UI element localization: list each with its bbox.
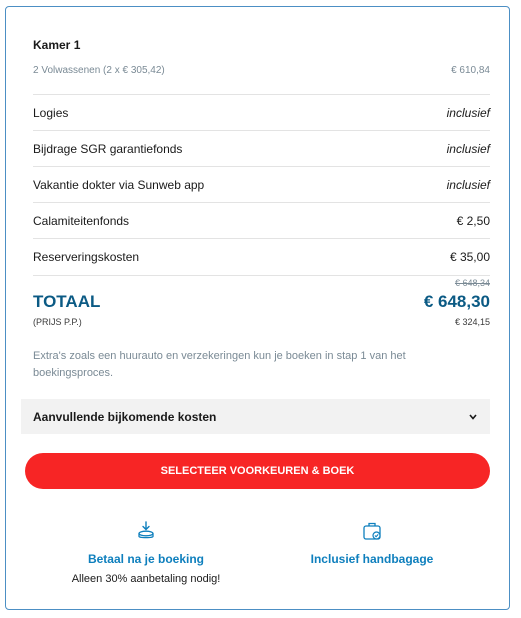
room-subtotal: € 610,84 [451,65,490,76]
price-line-label: Reserveringskosten [33,250,140,264]
per-person-amount: € 324,15 [454,317,490,327]
per-person-label: (PRIJS P.P.) [33,317,82,327]
price-line-label: Vakantie dokter via Sunweb app [33,178,205,192]
usp-title: Inclusief handbagage [310,552,434,566]
room-title: Kamer 1 [33,38,81,52]
price-line-label: Logies [33,106,69,120]
old-total-price: € 648,34 [454,278,490,288]
usp-title: Betaal na je boeking [87,552,205,566]
total-label: TOTAAL [33,292,101,311]
price-line-value: inclusief [446,142,490,156]
accordion-label: Aanvullende bijkomende kosten [33,409,217,424]
price-line [33,130,490,167]
price-line [33,166,490,203]
price-line-value: inclusief [446,106,490,120]
price-line [33,202,490,239]
price-summary-card [5,6,510,610]
price-line-value: inclusief [446,178,490,192]
price-line [33,238,490,276]
payment-icon [46,520,246,547]
chevron-down-icon [468,412,478,422]
extras-note: Extra's zoals een huurauto en verzekeringen kun je boeken in stap 1 van het boekingsproces. [33,350,406,379]
usp-subtitle: Alleen 30% aanbetaling nodig! [71,573,221,585]
price-line-label: Calamiteitenfonds [33,214,130,228]
usp-pay-after-booking [46,520,246,585]
select-preferences-book-button[interactable]: SELECTEER VOORKEUREN & BOEK [25,453,490,489]
price-line-value: € 2,50 [456,214,490,228]
price-line-label: Bijdrage SGR garantiefonds [33,142,183,156]
total-amount: € 648,30 [423,292,490,311]
luggage-icon [272,520,472,547]
price-line-value: € 35,00 [449,250,490,264]
usp-hand-luggage [272,520,472,566]
room-occupancy: 2 Volwassenen (2 x € 305,42) [33,65,165,76]
price-line [33,94,490,131]
additional-costs-accordion[interactable] [21,399,490,434]
